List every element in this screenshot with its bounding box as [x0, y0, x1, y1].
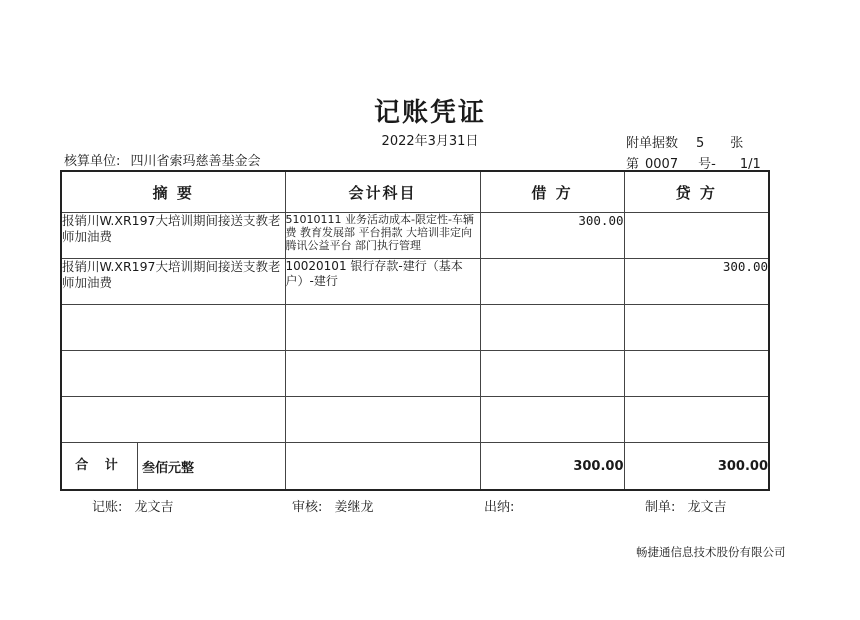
total-credit: 300.00	[624, 443, 769, 491]
accounting-unit-name: 四川省索玛慈善基金会	[130, 154, 261, 169]
row-account: 51010111 业务活动成本-限定性-车辆费 教育发展部 平台捐款 大培训非定向 腾讯公益平台 部门执行管理	[285, 213, 480, 259]
voucher-prefix: 第	[626, 157, 640, 172]
reviewer-name: 姜继龙	[334, 500, 374, 515]
accounting-unit-label: 核算单位:	[64, 154, 121, 169]
voucher-table	[60, 170, 770, 491]
reviewer-label: 审核:	[292, 500, 323, 515]
row-debit: 300.00	[480, 213, 624, 259]
total-amount-words: 叁佰元整	[142, 460, 195, 476]
row-summary: 报销川W.XR197大培训期间接送支教老师加油费	[61, 259, 285, 305]
voucher-page: 1/1	[739, 157, 761, 172]
accounting-unit	[64, 150, 261, 169]
total-label: 合 计	[62, 443, 138, 489]
table-row-empty	[61, 397, 769, 443]
total-row	[61, 443, 769, 491]
row-account: 10020101 银行存款-建行（基本户）-建行	[285, 259, 480, 305]
attachment-label: 附单据数	[626, 136, 679, 151]
reviewer-signature	[292, 496, 374, 515]
preparer-name: 龙文吉	[687, 500, 727, 515]
cashier-label: 出纳:	[484, 500, 515, 515]
table-row-empty	[61, 351, 769, 397]
preparer-signature	[645, 496, 727, 515]
row-credit	[624, 213, 769, 259]
cashier-signature	[484, 496, 522, 515]
row-summary: 报销川W.XR197大培训期间接送支教老师加油费	[61, 213, 285, 259]
attachment-count	[626, 132, 743, 151]
voucher-date: 2022年3月31日	[381, 134, 479, 149]
table-row	[61, 259, 769, 305]
row-debit	[480, 259, 624, 305]
total-debit: 300.00	[480, 443, 624, 491]
bookkeeper-name: 龙文吉	[134, 500, 174, 515]
header-credit: 贷 方	[624, 171, 769, 213]
table-row	[61, 213, 769, 259]
table-header-row	[61, 171, 769, 213]
bookkeeper-label: 记账:	[92, 500, 123, 515]
software-company: 畅捷通信息技术股份有限公司	[636, 545, 786, 559]
bookkeeper-signature	[92, 496, 174, 515]
header-debit: 借 方	[480, 171, 624, 213]
total-cell	[61, 443, 285, 491]
voucher-title: 记账凭证	[373, 98, 486, 128]
table-row-empty	[61, 305, 769, 351]
header-summary: 摘 要	[61, 171, 285, 213]
preparer-label: 制单:	[645, 500, 676, 515]
total-account-empty	[285, 443, 480, 491]
header-account: 会计科目	[285, 171, 480, 213]
voucher-suffix: 号-	[698, 157, 716, 172]
row-credit: 300.00	[624, 259, 769, 305]
voucher-no: 0007	[645, 157, 679, 172]
attachment-unit: 张	[730, 136, 744, 151]
attachment-number: 5	[696, 136, 705, 151]
